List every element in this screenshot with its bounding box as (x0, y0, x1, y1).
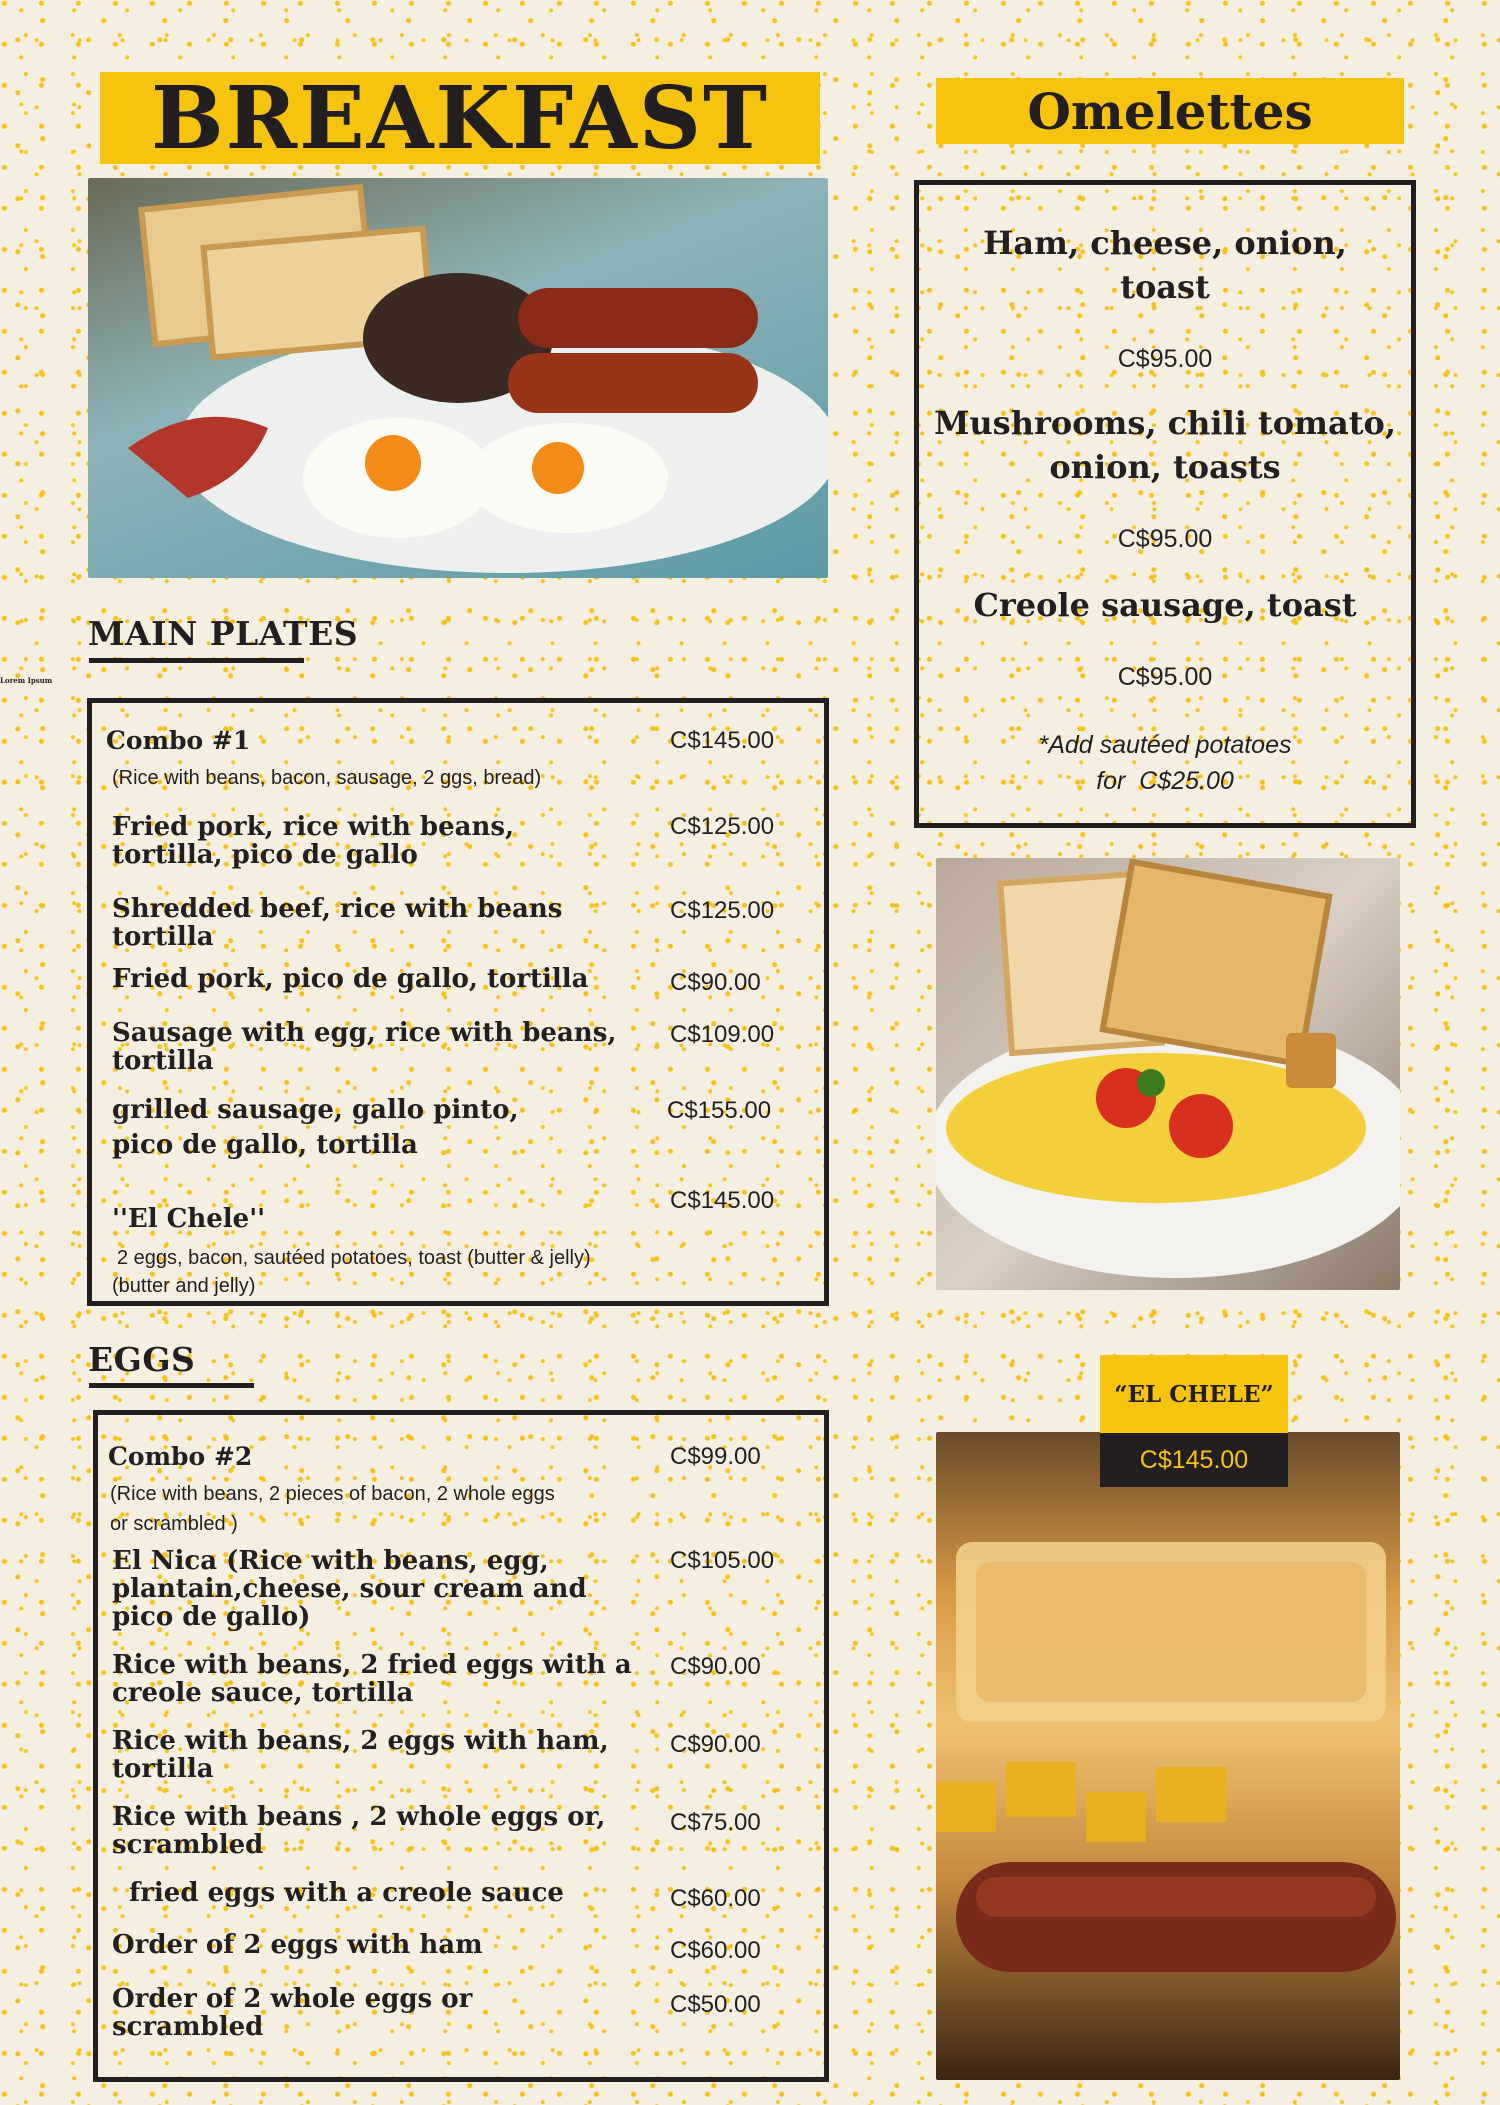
eggs-underline (89, 1383, 254, 1388)
featured-price-tag (1100, 1433, 1288, 1487)
omelettes-title: Omelettes (1027, 81, 1313, 141)
eggs-heading: EGGS (88, 1340, 196, 1379)
breakfast-plate-photo (88, 178, 828, 578)
tiny-placeholder-text: Lorem Ipsum (0, 676, 53, 685)
page-title-banner (100, 67, 820, 169)
main-plates-list: Combo #1 (Rice with beans, bacon, sausage, 2 ggs, bread) C$145.00 Fried pork, rice with beans, tortilla, pico de gallo C$125.00 Shredded beef, rice with beans tortilla C$125.00 Fried pork, pico de gallo, tortilla C$90.00 Sausage with egg, rice with beans, tortilla C$109.00 grilled sausage, gallo pinto, pico de gallo, tortilla C$155.00 ''El Chele'' 2 eggs, bacon, sautéed potatoes, toast (butter & jelly) (butter and jelly) C$145.00 (87, 698, 829, 1306)
breakfast-plate-image (88, 178, 828, 578)
omelette-photo (936, 858, 1400, 1290)
featured-price: C$145.00 (1139, 1445, 1249, 1474)
omelettes-list: Ham, cheese, onion, toast C$95.00 Mushrooms, chili tomato, onion, toasts C$95.00 Creole sausage, toast C$95.00 *Add sautéed potatoes for C$25.00 (914, 180, 1416, 828)
page-title: BREAKFAST (150, 67, 770, 169)
featured-label: “EL CHELE” (1114, 1380, 1274, 1408)
eggs-list: Combo #2 (Rice with beans, 2 pieces of bacon, 2 whole eggs or scrambled ) C$99.00 El Nica (Rice with beans, egg, plantain,cheese, sour cream and pico de gallo) C$105.00 Rice with beans, 2 fried eggs with a creole sauce, tortilla C$90.00 Rice with beans, 2 eggs with ham, tortilla C$90.00 Rice with beans , 2 whole eggs or, scrambled C$75.00 fried eggs with a creole sauce C$60.00 Order of 2 eggs with ham C$60.00 Order of 2 whole eggs or scrambled C$50.00 (93, 1410, 829, 2082)
featured-label-banner (1100, 1355, 1288, 1433)
omelettes-banner (936, 78, 1404, 144)
el-chele-image (936, 1432, 1400, 2080)
el-chele-photo (936, 1432, 1400, 2080)
omelette-image (936, 858, 1400, 1290)
main-plates-heading: MAIN PLATES (88, 614, 359, 653)
main-plates-underline (89, 658, 304, 663)
